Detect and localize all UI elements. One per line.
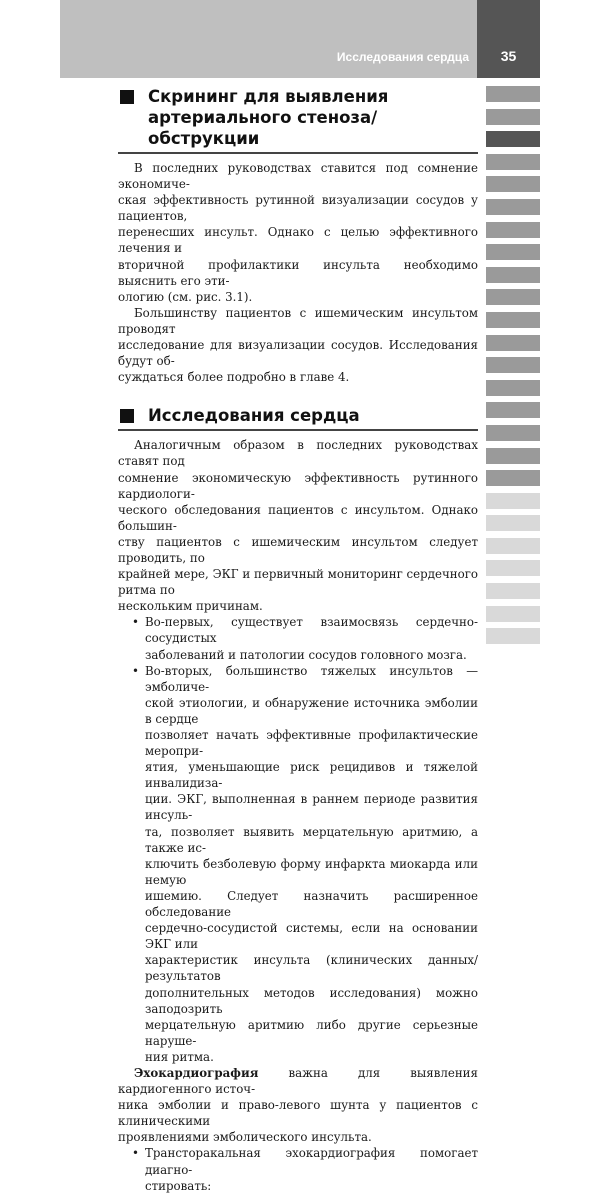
thumb-tab: [486, 109, 540, 125]
thumb-tab: [486, 267, 540, 283]
heading-line-2: артериального стеноза/обструкции: [148, 108, 378, 148]
list-item-text: Во-первых, существует взаимосвязь сердечно-сосудистых заболеваний и патологии сосудов головного мозга.: [145, 615, 478, 662]
section-heading-cardiac: [118, 405, 478, 426]
heading-line-1: Скрининг для выявления: [148, 87, 389, 106]
thumb-tab: [486, 335, 540, 351]
list-item: [132, 614, 478, 662]
thumb-tab: [486, 425, 540, 441]
paragraph-text: важна для выявления кардиогенного источ- ника эмболии и право-левого шунта у пациентов с клиническими проявлениями эмболического инсульта.: [118, 1065, 478, 1145]
bullet-icon: •: [132, 615, 139, 630]
paragraph: В последних руководствах ставится под сомнение экономиче- ская эффективность рутинной визуализации сосудов у пациентов, перенесших инсульт. Однако с целью эффективного лечения и вторичной профилактики инсульта необходимо выяснить его эти- ологию (см. рис. 3.1).: [118, 161, 478, 304]
list-item-text: Во-вторых, большинство тяжелых инсультов — эмболиче- ской этиологии, и обнаружение источника эмболии в сердце позволяет начать эффективные профилактические меропри- ятия, уменьшающие риск рецидивов и тяжелой инвалидиза- ции. ЭКГ, выполненная в раннем периоде развития инсуль- та, позволяет выявить мерцательную аритмию, а также ис- ключить безболевую форму инфаркта миокарда или немую ишемию. Следует назначить расширенное обследование сердечно-сосудистой системы, если на основании ЭКГ или характеристик инсульта (клинических данных/результатов дополнительных методов исследования) можно заподозрить мерцательную аритмию либо другие серьезные наруше- ния ритма.: [145, 663, 478, 1064]
bullet-list: [132, 1145, 478, 1193]
bullet-icon: •: [132, 1146, 139, 1161]
section-divider: [118, 152, 478, 154]
thumb-tab: [486, 244, 540, 260]
thumb-tab: [486, 493, 540, 509]
thumb-index-tabs: [486, 86, 540, 651]
thumb-tab: [486, 312, 540, 328]
thumb-tab: [486, 86, 540, 102]
thumb-tab: [486, 402, 540, 418]
term-echocardiography: Эхокардиография: [134, 1065, 259, 1080]
thumb-tab: [486, 222, 540, 238]
thumb-tab: [486, 515, 540, 531]
list-item: [132, 663, 478, 1065]
thumb-tab: [486, 538, 540, 554]
paragraph-echo: [118, 1065, 478, 1145]
bullet-icon: •: [132, 663, 139, 678]
thumb-tab: [486, 176, 540, 192]
thumb-tab: [486, 289, 540, 305]
list-item-text: Трансторакальная эхокардиография помогает диагно- стировать:: [145, 1146, 478, 1193]
paragraph: Большинству пациентов с ишемическим инсультом проводят исследование для визуализации сосудов. Исследования будут об- суждаться более подробно в главе 4.: [118, 305, 478, 385]
thumb-tab: [486, 583, 540, 599]
section-heading-screening: [118, 86, 478, 149]
thumb-tab: [486, 357, 540, 373]
section-divider: [118, 429, 478, 431]
thumb-tab: [486, 448, 540, 464]
thumb-tab: [486, 606, 540, 622]
page-number: 35: [500, 48, 517, 64]
paragraph: Аналогичным образом в последних руководствах ставят под сомнение экономическую эффективность рутинного кардиологи- ческого обследования пациентов с инсультом. Однако большин- ству пациентов с ишемическим инсультом следует проводить, по крайней мере, ЭКГ и первичный мониторинг сердечного ритма по нескольким причинам.: [118, 438, 478, 614]
thumb-tab: [486, 628, 540, 644]
thumb-tab: [486, 199, 540, 215]
thumb-tab: [486, 560, 540, 576]
square-bullet-icon: [120, 409, 134, 423]
thumb-tab-current-chapter: [486, 131, 540, 147]
running-header-band: [60, 0, 477, 78]
bullet-list: [132, 614, 478, 1065]
page-number-box: [477, 0, 540, 78]
thumb-tab: [486, 470, 540, 486]
running-title: Исследования сердца: [336, 50, 469, 64]
page-content: [118, 86, 478, 1194]
thumb-tab: [486, 380, 540, 396]
square-bullet-icon: [120, 90, 134, 104]
list-item: [132, 1145, 478, 1193]
heading-text: Исследования сердца: [148, 406, 360, 426]
thumb-tab: [486, 154, 540, 170]
